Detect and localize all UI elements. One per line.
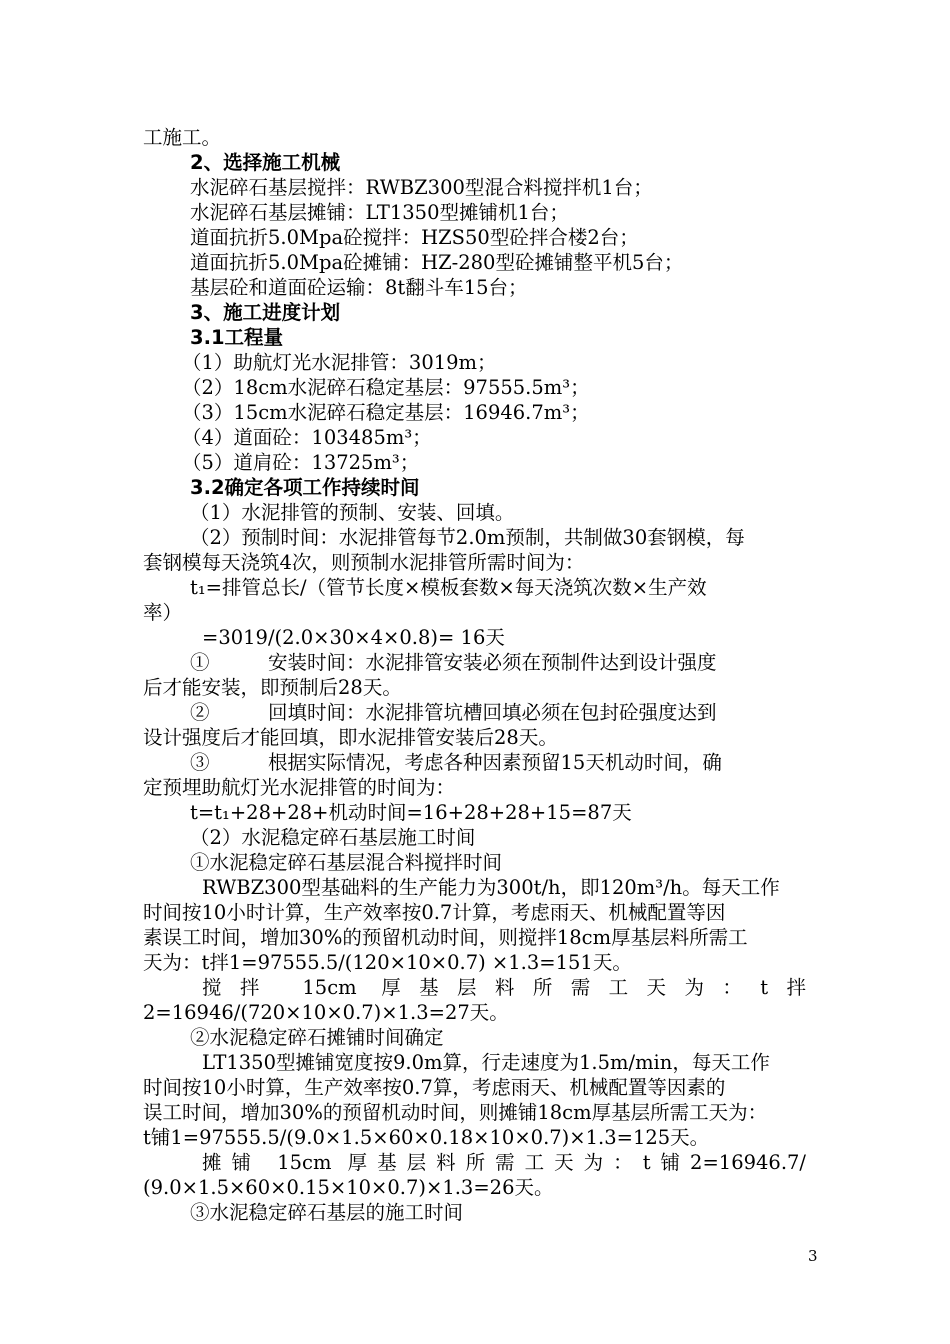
text-line: 时间按10小时算，生产效率按0.7算，考虑雨天、机械配置等因素的 bbox=[143, 1076, 726, 1099]
text-line: 道面抗折5.0Mpa砼摊铺：HZ-280型砼摊铺整平机5台； bbox=[190, 251, 684, 274]
text-line: 基层砼和道面砼运输：8t翻斗车15台； bbox=[190, 276, 528, 299]
text-line: 搅拌 15cm 厚基层料所需工天为：t拌 bbox=[202, 976, 806, 999]
text-line: RWBZ300型基础料的生产能力为300t/h，即120m³/h。每天工作 bbox=[202, 876, 780, 899]
list-item: （2）18cm水泥碎石稳定基层：97555.5m³； bbox=[182, 376, 590, 399]
text-line: 设计强度后才能回填，即水泥排管安装后28天。 bbox=[143, 726, 558, 749]
formula-line: t₁=排管总长/（管节长度×模板套数×每天浇筑次数×生产效 bbox=[190, 576, 707, 599]
list-item: （3）15cm水泥碎石稳定基层：16946.7m³； bbox=[182, 401, 590, 424]
text-line: 摊铺 15cm 厚基层料所需工天为：t铺2=16946.7/ bbox=[202, 1151, 806, 1174]
text-line: 后才能安装，即预制后28天。 bbox=[143, 676, 402, 699]
text-line: 道面抗折5.0Mpa砼搅拌：HZS50型砼拌合楼2台； bbox=[190, 226, 639, 249]
formula-line: 2=16946/(720×10×0.7)×1.3=27天。 bbox=[143, 1001, 509, 1024]
text-line: ①水泥稳定碎石基层混合料搅拌时间 bbox=[190, 851, 503, 874]
list-item: （5）道肩砼：13725m³； bbox=[182, 451, 420, 474]
subsection-heading: 3.1工程量 bbox=[190, 326, 284, 349]
text-line: 误工时间，增加30%的预留机动时间，则摊铺18cm厚基层所需工天为： bbox=[143, 1101, 768, 1124]
formula-line: 天为：t拌1=97555.5/(120×10×0.7) ×1.3=151天。 bbox=[143, 951, 632, 974]
text-line: （2）水泥稳定碎石基层施工时间 bbox=[190, 826, 476, 849]
list-item: （1）助航灯光水泥排管：3019m； bbox=[182, 351, 497, 374]
list-item: （4）道面砼：103485m³； bbox=[182, 426, 432, 449]
text-line: ③ 根据实际情况，考虑各种因素预留15天机动时间，确 bbox=[190, 751, 722, 774]
formula-line: t铺1=97555.5/(9.0×1.5×60×0.18×10×0.7)×1.3=125天。 bbox=[143, 1126, 710, 1149]
page-number: 3 bbox=[808, 1247, 818, 1265]
text-line: ① 安装时间：水泥排管安装必须在预制件达到设计强度 bbox=[190, 651, 717, 674]
subsection-heading: 3.2确定各项工作持续时间 bbox=[190, 476, 420, 499]
text-line: 时间按10小时计算，生产效率按0.7计算，考虑雨天、机械配置等因 bbox=[143, 901, 726, 924]
text-line: ③水泥稳定碎石基层的施工时间 bbox=[190, 1201, 464, 1224]
formula-line: t=t₁+28+28+机动时间=16+28+28+15=87天 bbox=[190, 801, 632, 824]
text-line: （2）预制时间：水泥排管每节2.0m预制，共制做30套钢模，每 bbox=[190, 526, 745, 549]
section-heading: 3、施工进度计划 bbox=[190, 301, 341, 324]
text-line: 套钢模每天浇筑4次，则预制水泥排管所需时间为： bbox=[143, 551, 585, 574]
text-line: 水泥碎石基层搅拌：RWBZ300型混合料搅拌机1台； bbox=[190, 176, 653, 199]
text-line: ② 回填时间：水泥排管坑槽回填必须在包封砼强度达到 bbox=[190, 701, 717, 724]
text-line: ②水泥稳定碎石摊铺时间确定 bbox=[190, 1026, 444, 1049]
formula-line: (9.0×1.5×60×0.15×10×0.7)×1.3=26天。 bbox=[143, 1176, 554, 1199]
text-line: 水泥碎石基层摊铺：LT1350型摊铺机1台； bbox=[190, 201, 569, 224]
text-line: LT1350型摊铺宽度按9.0m算，行走速度为1.5m/min，每天工作 bbox=[202, 1051, 770, 1074]
text-line: 工施工。 bbox=[143, 126, 222, 149]
text-line: 率） bbox=[143, 601, 183, 624]
section-heading: 2、选择施工机械 bbox=[190, 151, 341, 174]
text-line: 定预埋助航灯光水泥排管的时间为： bbox=[143, 776, 456, 799]
text-line: 素误工时间，增加30%的预留机动时间，则搅拌18cm厚基层料所需工 bbox=[143, 926, 748, 949]
text-line: （1）水泥排管的预制、安装、回填。 bbox=[190, 501, 515, 524]
formula-line: =3019/(2.0×30×4×0.8)= 16天 bbox=[202, 626, 505, 649]
